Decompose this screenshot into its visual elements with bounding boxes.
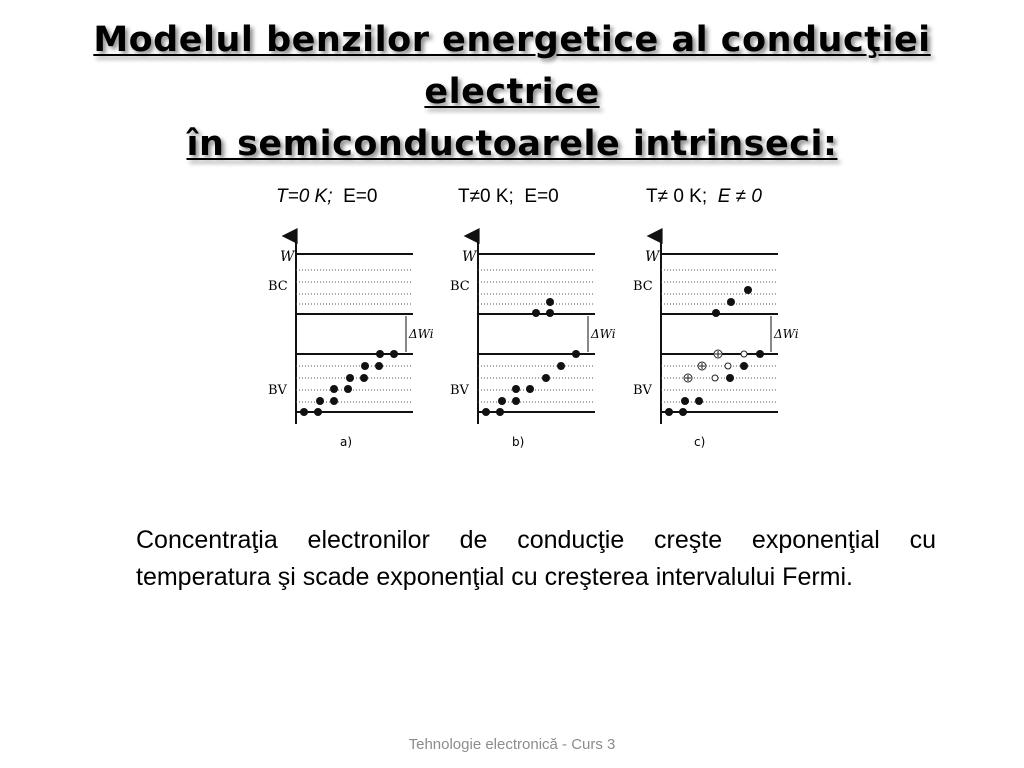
band-panel-a xyxy=(268,236,434,449)
gap-label: ΔWi xyxy=(774,327,799,341)
conduction-band-label: BC xyxy=(268,279,288,294)
body-paragraph: Concentraţia electronilor de conducţie creşte exponenţial cu temperatura şi scade exponenţial cu creşterea intervalului Fermi. xyxy=(136,526,936,591)
panel-caption-b: b) xyxy=(512,435,525,449)
condition-b-field: E=0 xyxy=(524,186,559,207)
condition-b-temp: T≠0 K; xyxy=(458,186,514,207)
electrons-b xyxy=(482,298,580,416)
conduction-band-label: BC xyxy=(633,279,653,294)
panel-caption-c: c) xyxy=(694,435,706,449)
condition-b xyxy=(458,186,559,208)
slide-footer: Tehnologie electronică - Curs 3 xyxy=(408,736,616,753)
band-panel-c xyxy=(633,236,799,449)
electrons-c xyxy=(665,286,764,416)
condition-a-temp: T=0 K; xyxy=(276,186,333,207)
band-panel-b xyxy=(450,236,616,449)
condition-c xyxy=(646,186,762,208)
condition-c-temp: T≠ 0 K; xyxy=(646,186,708,207)
panel-caption-a: a) xyxy=(340,435,353,449)
condition-a-field: E=0 xyxy=(343,186,378,207)
axis-label-w: W xyxy=(280,249,295,265)
condition-c-field: E ≠ 0 xyxy=(717,186,762,207)
band-diagrams xyxy=(260,228,810,458)
title-line-2: în semiconductoarele intrinseci: xyxy=(186,124,838,164)
conduction-band-label: BC xyxy=(450,279,470,294)
gap-label: ΔWi xyxy=(591,327,616,341)
gap-label: ΔWi xyxy=(409,327,434,341)
axis-label-w: W xyxy=(645,249,660,265)
title-line-1: Modelul benzilor energetice al conducţiei electrice xyxy=(93,20,931,112)
slide-title xyxy=(0,14,1024,170)
valence-band-label: BV xyxy=(633,383,652,398)
valence-band-label: BV xyxy=(450,383,469,398)
condition-a xyxy=(276,186,377,208)
axis-label-w: W xyxy=(462,249,477,265)
electrons-a xyxy=(300,350,398,416)
valence-band-label: BV xyxy=(268,383,287,398)
band-diagrams-figure xyxy=(260,228,810,458)
